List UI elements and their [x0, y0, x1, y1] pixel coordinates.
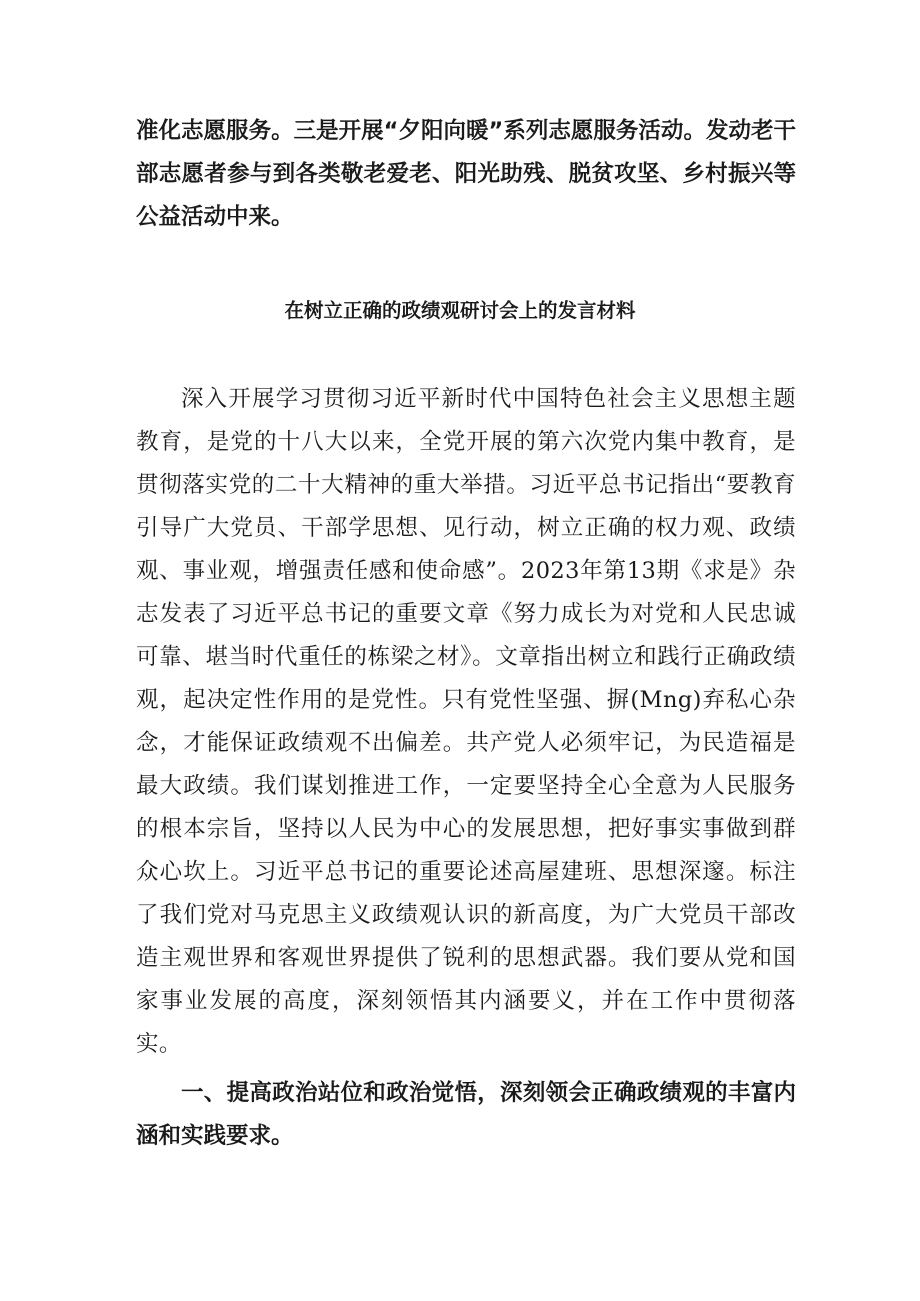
previous-section-tail-paragraph: 准化志愿服务。三是开展“夕阳向暖”系列志愿服务活动。发动老干部志愿者参与到各类敬老爱老、阳光助残、脱贫攻坚、乡村振兴等公益活动中来。 — [136, 118, 796, 230]
document-title: 在树立正确的政绩观研讨会上的发言材料 — [284, 299, 636, 322]
body-paragraph: 深入开展学习贯彻习近平新时代中国特色社会主义思想主题教育，是党的十八大以来，全党开展的第六次党内集中教育，是贯彻落实党的二十大精神的重大举措。习近平总书记指出“要教育引导广大党员、干部学思想、见行动，树立正确的权力观、政绩观、事业观，增强责任感和使命感”。2023年第13期《求是》杂志发表了习近平总书记的重要文章《努力成长为对党和人民忠诚可靠、堪当时代重任的栋梁之材》。文章指出树立和践行正确政绩观，起决定性作用的是党性。只有党性坚强、摒(Mng)弃私心杂念，才能保证政绩观不出偏差。共产党人必须牢记，为民造福是最大政绩。我们谋划推进工作，一定要坚持全心全意为人民服务的根本宗旨，坚持以人民为中心的发展思想，把好事实事做到群众心坎上。习近平总书记的重要论述高屋建班、思想深邃。标注了我们党对马克思主义政绩观认识的新高度，为广大党员干部改造主观世界和客观世界提供了锐利的思想武器。我们要从党和国家事业发展的高度，深刻领悟其内涵要义，并在工作中贯彻落实。 — [136, 386, 796, 1057]
section-heading: 一、提高政治站位和政治觉悟，深刻领会正确政绩观的丰富内涵和实践要求。 — [136, 1080, 796, 1149]
